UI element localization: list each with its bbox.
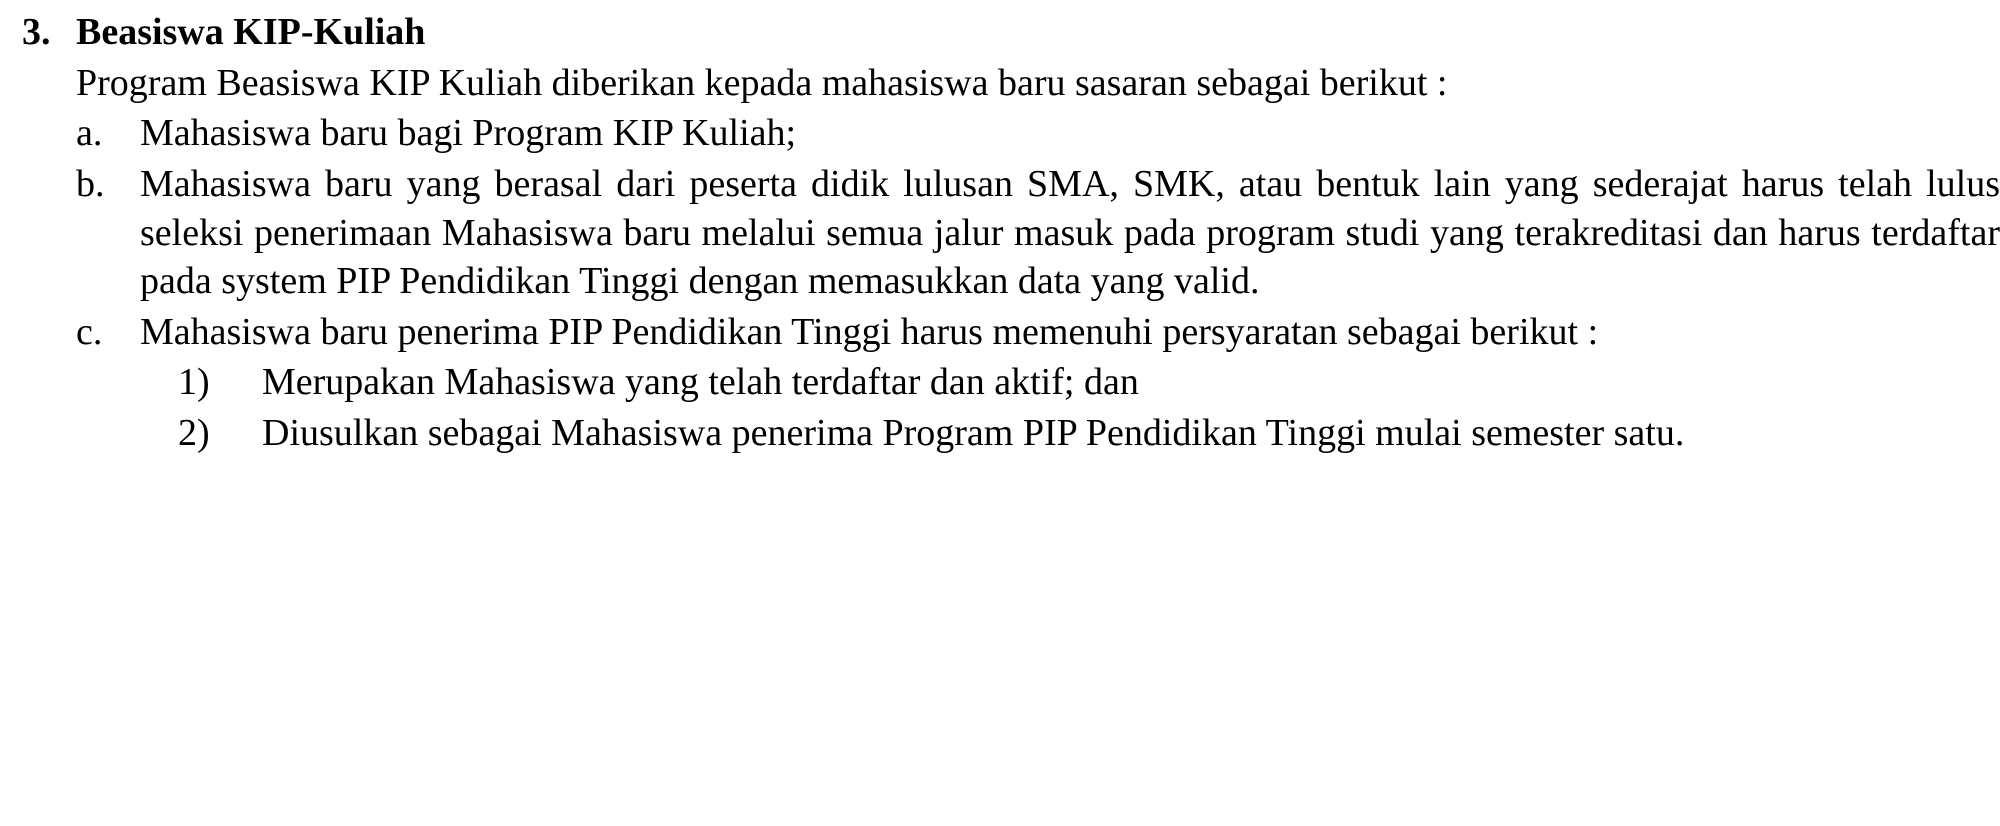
list-item-b [76,160,2000,306]
list-item-a [76,109,2000,158]
list-item-2 [178,409,2000,458]
list-marker-c: c. [76,310,103,353]
list-item-a-text: Mahasiswa baru bagi Program KIP Kuliah; [140,112,797,155]
list-item-3 [0,8,2000,458]
sub-list-numbers [140,358,2000,457]
list-marker-a: a. [76,112,103,155]
list-item-2-text: Diusulkan sebagai Mahasiswa penerima Program PIP Pendidikan Tinggi mulai semester satu. [262,412,1685,454]
section-heading: Beasiswa KIP-Kuliah [76,11,426,53]
list-marker-3: 3. [22,11,51,53]
list-item-1-text: Merupakan Mahasiswa yang telah terdaftar dan aktif; dan [262,361,1139,404]
list-marker-1: 1) [178,361,210,404]
sub-list-letters [76,109,2000,457]
list-item-c-text: Mahasiswa baru penerima PIP Pendidikan Tinggi harus memenuhi persyaratan sebagai berikut : [140,310,1599,353]
list-marker-b: b. [76,162,105,205]
list-item-b-text: Mahasiswa baru yang berasal dari peserta didik lulusan SMA, SMK, atau bentuk lain yang sederajat harus telah lulus seleksi penerimaan Mahasiswa baru melalui semua jalur masuk pada program studi yang terakreditasi dan harus terdaftar pada system PIP Pendidikan Tinggi dengan memasukkan data yang valid. [140,162,2000,303]
list-item-c [76,308,2000,458]
list-item-1 [178,358,2000,407]
list-marker-2: 2) [178,412,210,454]
section-intro-paragraph: Program Beasiswa KIP Kuliah diberikan kepada mahasiswa baru sasaran sebagai berikut : [76,61,1448,104]
document-body [0,8,2000,458]
